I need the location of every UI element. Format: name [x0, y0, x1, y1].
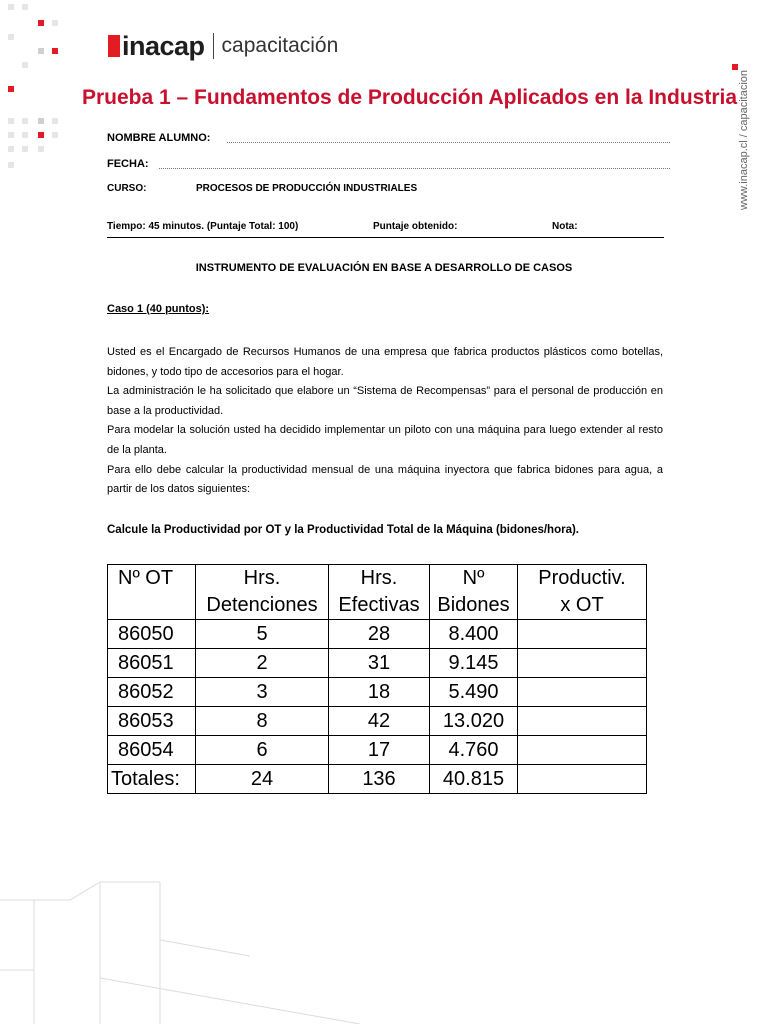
- paragraph: Usted es el Encargado de Recursos Humanos de una empresa que fabrica productos plásticos como botellas, bidones, y todo tipo de accesorios para el hogar.: [107, 346, 663, 378]
- puntaje-label: Puntaje obtenido:: [373, 221, 458, 232]
- header-rule: [107, 237, 664, 238]
- curso-value: PROCESOS DE PRODUCCIÓN INDUSTRIALES: [196, 183, 418, 194]
- total-efectivas: 136: [329, 765, 430, 794]
- nombre-line: [227, 142, 670, 143]
- col-header-bidones: Nº: [430, 565, 518, 593]
- col-header-detenciones: Hrs.: [196, 565, 329, 593]
- cell-bidones: 8.400: [430, 620, 518, 649]
- paragraph: La administración le ha solicitado que elabore un “Sistema de Recompensas” para el personal de producción en base a la productividad.: [107, 385, 663, 417]
- cell-detenciones: 8: [196, 707, 329, 736]
- cell-ot: 86052: [108, 678, 196, 707]
- production-table: [107, 564, 647, 794]
- fecha-line: [159, 168, 670, 169]
- cell-bidones: 4.760: [430, 736, 518, 765]
- cell-bidones: 9.145: [430, 649, 518, 678]
- logo-separator: [213, 33, 214, 59]
- cell-bidones: 13.020: [430, 707, 518, 736]
- nombre-label: NOMBRE ALUMNO:: [107, 132, 211, 144]
- col-header-detenciones-2: Detenciones: [196, 592, 329, 620]
- table-header-row: [108, 592, 647, 620]
- cell-productividad[interactable]: [518, 707, 647, 736]
- cell-ot: 86050: [108, 620, 196, 649]
- col-header-ot-2: [108, 592, 196, 620]
- side-url: www.inacap.cl / capacitacion: [738, 69, 750, 210]
- totals-label: Totales:: [108, 765, 196, 794]
- table-row: [108, 678, 647, 707]
- total-productividad[interactable]: [518, 765, 647, 794]
- logo-brand: inacap: [122, 30, 205, 61]
- case-title: Caso 1 (40 puntos):: [107, 303, 210, 315]
- case-description: [107, 343, 663, 500]
- col-header-efectivas-2: Efectivas: [329, 592, 430, 620]
- cell-detenciones: 2: [196, 649, 329, 678]
- table-row: [108, 649, 647, 678]
- cell-productividad[interactable]: [518, 620, 647, 649]
- col-header-productividad: Productiv.: [518, 565, 647, 593]
- total-detenciones: 24: [196, 765, 329, 794]
- nota-label: Nota:: [552, 221, 578, 232]
- cell-efectivas: 17: [329, 736, 430, 765]
- building-outline-graphic: [0, 860, 380, 1024]
- curso-field: [107, 183, 146, 194]
- paragraph: Para ello debe calcular la productividad mensual de una máquina inyectora que fabrica bidones para agua, a partir de los datos siguientes:: [107, 463, 663, 496]
- col-header-ot: Nº OT: [108, 565, 196, 593]
- col-header-productividad-2: x OT: [518, 592, 647, 620]
- cell-ot: 86054: [108, 736, 196, 765]
- inacap-logo: [108, 28, 338, 64]
- cell-efectivas: 31: [329, 649, 430, 678]
- logo-mark-icon: [108, 35, 120, 57]
- totals-row: [108, 765, 647, 794]
- curso-label: CURSO:: [107, 183, 147, 194]
- task-instruction: Calcule la Productividad por OT y la Productividad Total de la Máquina (bidones/hora).: [107, 524, 579, 536]
- total-bidones: 40.815: [430, 765, 518, 794]
- logo-subtitle: capacitación: [221, 34, 339, 57]
- fecha-label: FECHA:: [107, 158, 149, 170]
- cell-bidones: 5.490: [430, 678, 518, 707]
- cell-detenciones: 3: [196, 678, 329, 707]
- table-header-row: [108, 565, 647, 593]
- col-header-efectivas: Hrs.: [329, 565, 430, 593]
- cell-productividad[interactable]: [518, 736, 647, 765]
- paragraph: Para modelar la solución usted ha decidido implementar un piloto con una máquina para luego extender al resto de la planta.: [107, 424, 663, 456]
- cell-productividad[interactable]: [518, 678, 647, 707]
- tiempo-text: Tiempo: 45 minutos. (Puntaje Total: 100): [107, 221, 299, 232]
- fecha-field[interactable]: [107, 158, 149, 170]
- table-row: [108, 707, 647, 736]
- page-title: Prueba 1 – Fundamentos de Producción Aplicados en la Industria: [82, 86, 738, 109]
- cell-detenciones: 5: [196, 620, 329, 649]
- col-header-bidones-2: Bidones: [430, 592, 518, 620]
- nombre-field[interactable]: [107, 132, 210, 144]
- cell-ot: 86051: [108, 649, 196, 678]
- cell-detenciones: 6: [196, 736, 329, 765]
- cell-efectivas: 18: [329, 678, 430, 707]
- table-row: [108, 736, 647, 765]
- cell-ot: 86053: [108, 707, 196, 736]
- cell-efectivas: 42: [329, 707, 430, 736]
- instrument-title: INSTRUMENTO DE EVALUACIÓN EN BASE A DESARROLLO DE CASOS: [195, 262, 573, 274]
- cell-productividad[interactable]: [518, 649, 647, 678]
- cell-efectivas: 28: [329, 620, 430, 649]
- table-row: [108, 620, 647, 649]
